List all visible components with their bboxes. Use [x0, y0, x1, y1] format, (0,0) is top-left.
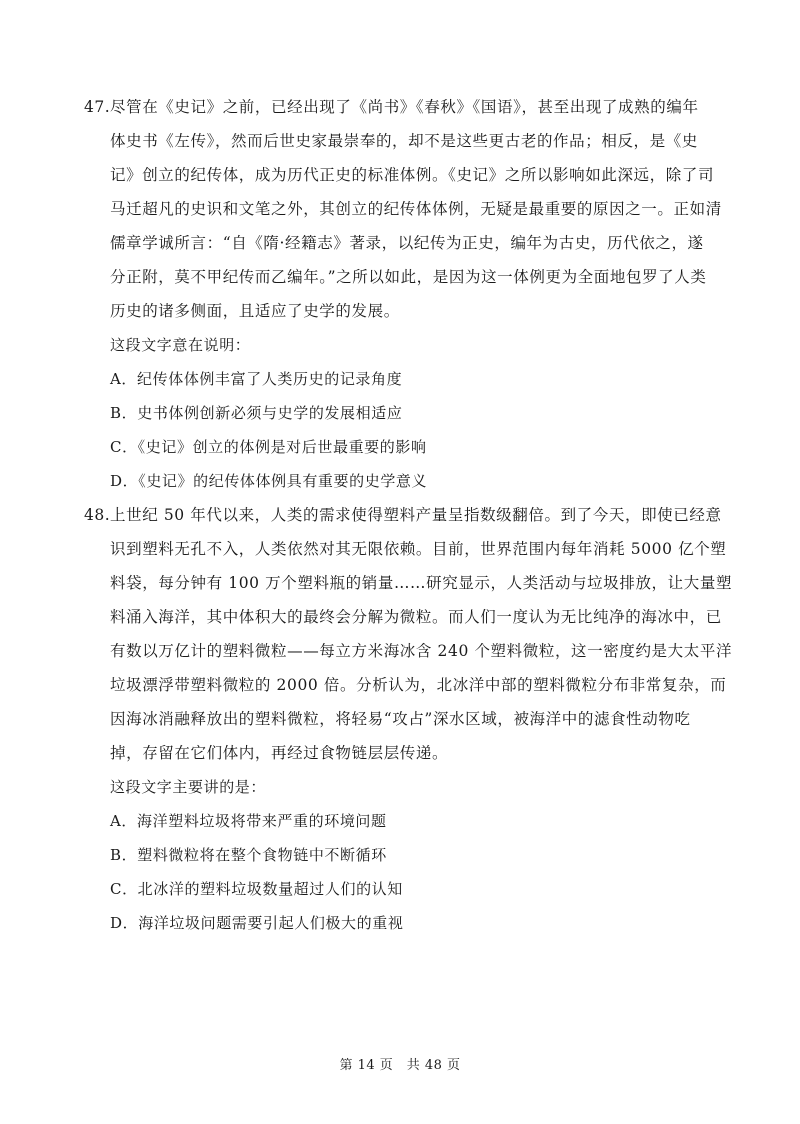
- option-a[interactable]: A．纪传体体例丰富了人类历史的记录角度: [110, 370, 403, 388]
- passage-line: 料袋，每分钟有 100 万个塑料瓶的销量……研究显示，人类活动与垃圾排放，让大量塑: [110, 574, 733, 592]
- passage-line: 因海冰消融释放出的塑料微粒，将轻易“攻占”深水区域，被海洋中的滤食性动物吃: [110, 710, 691, 728]
- question-prompt: 这段文字意在说明：: [110, 336, 251, 354]
- passage-line: 历史的诸多侧面，且适应了史学的发展。: [110, 302, 400, 320]
- passage-line: 有数以万亿计的塑料微粒——每立方米海冰含 240 个塑料微粒，这一密度约是大太平洋: [110, 642, 733, 660]
- passage-line: 记》创立的纪传体，成为历代正史的标准体例。《史记》之所以影响如此深远，除了司: [110, 166, 715, 184]
- passage-line: 尽管在《史记》之前，已经出现了《尚书》《春秋》《国语》，甚至出现了成熟的编年: [110, 98, 699, 116]
- passage-line: 识到塑料无孔不入，人类依然对其无限依赖。目前，世界范围内每年消耗 5000 亿个塑: [110, 540, 727, 558]
- passage-line: 垃圾漂浮带塑料微粒的 2000 倍。分析认为，北冰洋中部的塑料微粒分布非常复杂，而: [110, 676, 727, 694]
- page-footer: 第 14 页 共 48 页: [339, 1058, 461, 1073]
- passage-line: 体史书《左传》，然而后世史家最崇奉的，却不是这些更古老的作品；相反，是《史: [110, 132, 698, 150]
- passage-line: 马迁超凡的史识和文笔之外，其创立的纪传体体例，无疑是最重要的原因之一。正如清: [110, 200, 722, 218]
- option-c[interactable]: C．《史记》创立的体例是对后世最重要的影响: [110, 438, 427, 456]
- option-b[interactable]: B．史书体例创新必须与史学的发展相适应: [110, 404, 403, 422]
- option-a[interactable]: A．海洋塑料垃圾将带来严重的环境问题: [110, 812, 387, 830]
- question-number: 47.: [84, 98, 111, 116]
- passage-line: 上世纪 50 年代以来，人类的需求使得塑料产量呈指数级翻倍。到了今天，即使已经意: [110, 506, 722, 524]
- option-d[interactable]: D．《史记》的纪传体体例具有重要的史学意义: [110, 472, 428, 490]
- option-c[interactable]: C．北冰洋的塑料垃圾数量超过人们的认知: [110, 880, 403, 898]
- question-number: 48.: [84, 506, 111, 524]
- passage-line: 掉，存留在它们体内，再经过食物链层层传递。: [110, 744, 449, 762]
- passage-line: 料涌入海洋，其中体积大的最终会分解为微粒。而人们一度认为无比纯净的海冰中，已: [110, 608, 722, 626]
- passage-line: 儒章学诚所言：“自《隋·经籍志》著录，以纪传为正史，编年为古史，历代依之，遂: [110, 234, 704, 252]
- option-d[interactable]: D．海洋垃圾问题需要引起人们极大的重视: [110, 914, 404, 932]
- option-b[interactable]: B．塑料微粒将在整个食物链中不断循环: [110, 846, 387, 864]
- passage-line: 分正附，莫不甲纪传而乙编年。”之所以如此，是因为这一体例更为全面地包罗了人类: [110, 268, 707, 286]
- question-prompt: 这段文字主要讲的是：: [110, 778, 267, 796]
